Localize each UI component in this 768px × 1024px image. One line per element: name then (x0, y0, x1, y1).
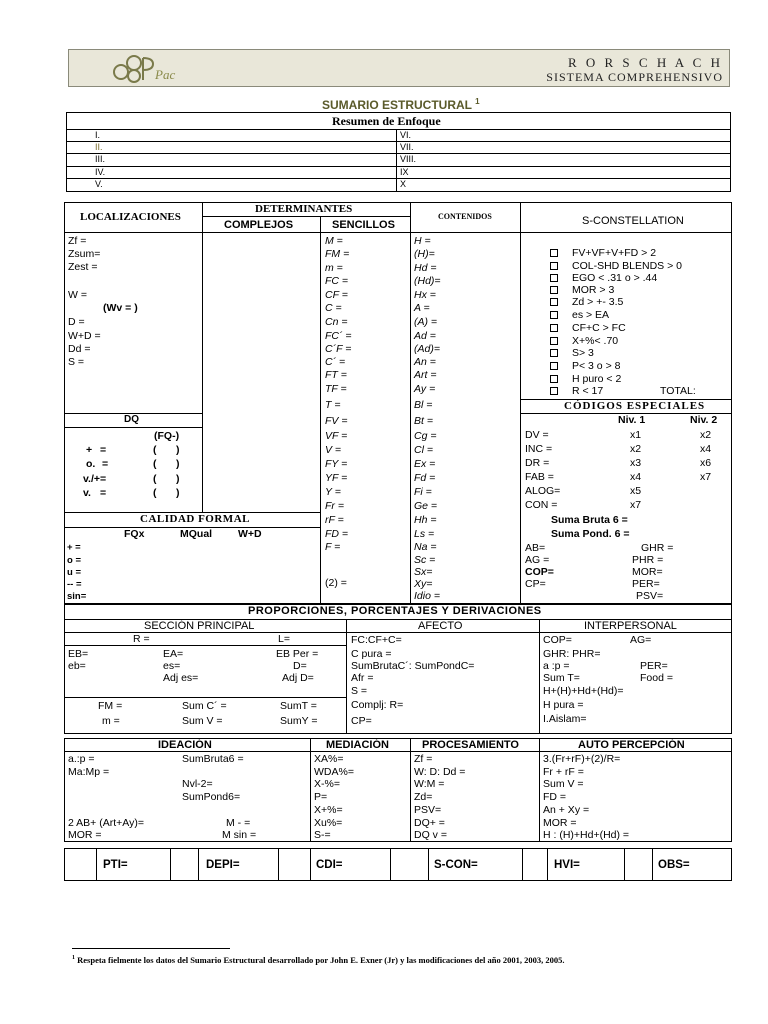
summary-title (322, 98, 480, 111)
inter-cop: COP= (543, 634, 572, 646)
principal-ebb: eb= (68, 660, 86, 672)
dq-row-close: ) (176, 487, 180, 499)
ideacion-mamp: Ma:Mp = (68, 766, 110, 778)
calidad-row: u = (67, 567, 81, 578)
codes-niv1: Niv. 1 (618, 414, 646, 426)
det-simple: CF = (325, 289, 348, 301)
ideacion-sb6: SumBruta6 = (182, 753, 244, 765)
principal-d: D= (293, 660, 307, 672)
autoperc-line: MOR = (543, 817, 577, 829)
focus-row-right: VI. (400, 130, 412, 140)
scon-checkbox[interactable] (550, 387, 558, 395)
content-item: Hx = (414, 289, 436, 301)
code-label: ALOG= (525, 485, 561, 497)
index-cdi: CDI= (316, 859, 343, 871)
principal-sumc: Sum C´ = (182, 700, 227, 712)
index-scon: S-CON= (434, 859, 478, 871)
det-simple: FC = (325, 275, 349, 287)
scon-item: FV+VF+V+FD > 2 (572, 247, 657, 259)
code-label: INC = (525, 443, 553, 455)
footnote-text: Respeta fielmente los datos del Sumario Estructural desarrollado por John E. Exner (Jr) y las modificaciones del año 2001, 2003, 2005. (77, 954, 565, 965)
focus-title: Resumen de Enfoque (332, 114, 441, 128)
index-hvi: HVI= (554, 859, 580, 871)
principal-sumt: SumT = (280, 700, 317, 712)
det-simple: VF = (325, 430, 348, 442)
code-niv2: x2 (700, 429, 712, 441)
focus-row-left: III. (95, 154, 106, 164)
content-item: Sc = (414, 554, 436, 566)
content-item: A = (414, 302, 430, 314)
content-item: Na = (414, 541, 437, 553)
scon-total: TOTAL: (660, 385, 696, 397)
index-depi: DEPI= (206, 859, 240, 871)
principal-l: L= (278, 633, 290, 645)
content-item: Cg = (414, 430, 437, 442)
principal-m: m = (102, 715, 120, 727)
afecto-header: AFECTO (418, 620, 463, 632)
scon-item: R < 17 (572, 385, 604, 397)
codes-left: AG = (525, 554, 550, 566)
mediacion-line: P= (314, 791, 328, 803)
codes-right: PER= (632, 578, 660, 590)
principal-ea: EA= (163, 648, 184, 660)
code-niv1: x1 (630, 429, 642, 441)
scon-header: S-CONSTELLATION (582, 215, 684, 227)
mediacion-line: Xu%= (314, 817, 343, 829)
det-simple: YF = (325, 472, 348, 484)
content-item: Bl = (414, 399, 433, 411)
scon-item: CF+C > FC (572, 322, 626, 334)
dq-fq: (FQ-) (154, 430, 180, 442)
codes-right: GHR = (641, 542, 674, 554)
summary-title-sup: 1 (475, 97, 480, 106)
code-label: DV = (525, 429, 549, 441)
scon-checkbox[interactable] (550, 375, 558, 383)
autoperc-header: AUTO PERCEPCIÓN (578, 739, 685, 751)
inter-hh: H+(H)+Hd+(Hd)= (543, 685, 624, 697)
content-item: (Hd)= (414, 275, 441, 287)
code-niv1: x5 (630, 485, 642, 497)
focus-row-right: X (400, 179, 407, 189)
loc-item: W+D = (68, 330, 101, 342)
ideacion-header: IDEACIÓN (158, 739, 212, 751)
det-simple: C´ = (325, 356, 346, 368)
loc-item: Zsum= (68, 248, 101, 260)
footnote (72, 955, 564, 964)
scon-checkbox[interactable] (550, 349, 558, 357)
focus-row-left: II. (95, 142, 103, 152)
principal-eb: EB= (68, 648, 89, 660)
mediacion-line: X-%= (314, 778, 340, 790)
det-simple: FC´ = (325, 330, 352, 342)
content-item: Hh = (414, 514, 437, 526)
inter-ghr: GHR: PHR= (543, 648, 601, 660)
content-item: Xy= (414, 578, 433, 590)
ideacion-nvl2: Nvl-2= (182, 778, 213, 790)
procesamiento-header: PROCESAMIENTO (422, 739, 519, 751)
content-item: Ad = (414, 330, 436, 342)
procesamiento-line: DQ+ = (414, 817, 445, 829)
index-pti: PTI= (103, 859, 128, 871)
scon-checkbox[interactable] (550, 274, 558, 282)
scon-item: S> 3 (572, 347, 594, 359)
calidad-wd: W+D (238, 528, 262, 540)
inter-sumt: Sum T= (543, 672, 580, 684)
calidad-row: -- = (67, 579, 82, 590)
procesamiento-line: W:M = (414, 778, 445, 790)
content-item: (A) = (414, 316, 438, 328)
ideacion-mminus: M - = (226, 817, 251, 829)
calidad-fqx: FQx (124, 528, 145, 540)
det-simple: rF = (325, 514, 344, 526)
autoperc-line: Fr + rF = (543, 766, 584, 778)
focus-row-right: VIII. (400, 154, 417, 164)
det-simple: FD = (325, 528, 349, 540)
scon-checkbox[interactable] (550, 262, 558, 270)
focus-row-right: IX (400, 167, 409, 177)
inter-aislam: I.Aislam= (543, 713, 587, 725)
scon-checkbox[interactable] (550, 298, 558, 306)
det-simple: (2) = (325, 577, 347, 589)
procesamiento-line: Zd= (414, 791, 433, 803)
dq-row-sign: v./+= (83, 473, 107, 485)
det-simple: C´F = (325, 343, 352, 355)
content-item: Hd = (414, 262, 437, 274)
afecto-line: Afr = (351, 672, 374, 684)
content-item: Ls = (414, 528, 435, 540)
afecto-line: FC:CF+C= (351, 634, 402, 646)
focus-row-left: IV. (95, 167, 106, 177)
props-header: PROPORCIONES, PORCENTAJES Y DERIVACIONES (248, 605, 542, 617)
afecto-line: SumBrutaC´: SumPondC= (351, 660, 475, 672)
loc-header: LOCALIZACIONES (80, 211, 181, 223)
content-item: H = (414, 235, 431, 247)
footnote-sup: 1 (72, 955, 75, 961)
procesamiento-line: PSV= (414, 804, 442, 816)
dq-row-close: ) (176, 444, 180, 456)
content-item: Bt = (414, 415, 433, 427)
det-simple: Y = (325, 486, 341, 498)
dq-row-eq: = (100, 444, 107, 456)
inter-ag: AG= (630, 634, 652, 646)
code-niv2: x6 (700, 457, 712, 469)
scon-item: MOR > 3 (572, 284, 615, 296)
code-niv2: x7 (700, 471, 712, 483)
dq-row-open: ( (153, 473, 157, 485)
bottom-sections (64, 738, 732, 842)
dq-row-open: ( (153, 487, 157, 499)
codes-left: COP= (525, 566, 554, 578)
scon-item: es > EA (572, 309, 610, 321)
header-subtitle: SISTEMA COMPREHENSIVO (546, 70, 723, 84)
dq-row-open: ( (153, 444, 157, 456)
scon-item: H puro < 2 (572, 373, 622, 385)
content-item: An = (414, 356, 436, 368)
codes-right: MOR= (632, 566, 663, 578)
header-banner (68, 49, 730, 87)
det-simple: FM = (325, 248, 350, 260)
header-title: R O R S C H A C H (567, 55, 723, 70)
inter-food: Food = (640, 672, 673, 684)
det-simple: F = (325, 541, 341, 553)
inter-ap: a :p = (543, 660, 570, 672)
principal-es: es= (163, 660, 181, 672)
det-simple: Cn = (325, 316, 348, 328)
det-simple: TF = (325, 383, 347, 395)
content-item: Fi = (414, 486, 432, 498)
afecto-line: C pura = (351, 648, 392, 660)
scon-checkbox[interactable] (550, 337, 558, 345)
content-item: (H)= (414, 248, 435, 260)
calidad-row: sin= (67, 591, 87, 602)
principal-header: SECCIÓN PRINCIPAL (144, 620, 255, 632)
code-label: CON = (525, 499, 558, 511)
loc-item: Zest = (68, 261, 98, 273)
code-label: FAB = (525, 471, 554, 483)
scon-item: EGO < .31 o > .44 (572, 272, 658, 284)
content-item: Ay = (414, 383, 436, 395)
scon-checkbox[interactable] (550, 286, 558, 294)
procesamiento-line: DQ v = (414, 829, 447, 841)
content-item: (Ad)= (414, 343, 440, 355)
principal-sumv: Sum V = (182, 715, 223, 727)
dq-row-close: ) (176, 458, 180, 470)
codes-left: CP= (525, 578, 546, 590)
suma-bruta: Suma Bruta 6 = (551, 514, 628, 526)
scon-item: X+%< .70 (572, 335, 619, 347)
mediacion-line: X+%= (314, 804, 343, 816)
codes-right: PHR = (632, 554, 664, 566)
indices-row (64, 848, 732, 881)
mediacion-line: XA%= (314, 753, 344, 765)
dq-row-open: ( (153, 458, 157, 470)
content-item: Idio = (414, 590, 440, 602)
mediacion-line: WDA%= (314, 766, 354, 778)
calidad-row: o = (67, 555, 81, 566)
autoperc-line: Sum V = (543, 778, 584, 790)
content-item: Fd = (414, 472, 436, 484)
content-item: Ge = (414, 500, 438, 512)
content-item: Ex = (414, 458, 436, 470)
focus-row-left: V. (95, 179, 103, 189)
principal-r: R = (133, 633, 150, 645)
scon-checkbox[interactable] (550, 249, 558, 257)
code-niv2: x4 (700, 443, 712, 455)
ideacion-sp6: SumPond6= (182, 791, 241, 803)
scon-item: Zd > +- 3.5 (572, 296, 624, 308)
afecto-line: CP= (351, 715, 372, 727)
content-item: Cl = (414, 444, 433, 456)
calidad-mqual: MQual (180, 528, 213, 540)
principal-fm: FM = (98, 700, 123, 712)
focus-row-right: VII. (400, 142, 414, 152)
scon-checkbox[interactable] (550, 324, 558, 332)
loc-item: Zf = (68, 235, 87, 247)
afecto-line: S = (351, 685, 368, 697)
focus-row-left: I. (95, 130, 101, 140)
mediacion-header: MEDIACIÓN (326, 739, 389, 751)
simple-header: SENCILLOS (332, 219, 395, 231)
inter-header: INTERPERSONAL (584, 620, 677, 632)
contents-header: CONTENIDOS (438, 212, 492, 221)
afecto-line: Complj: R= (351, 699, 404, 711)
code-label: DR = (525, 457, 550, 469)
ideacion-mor: MOR = (68, 829, 102, 841)
principal-ebper: EB Per = (276, 648, 319, 660)
summary-title-text: SUMARIO ESTRUCTURAL (322, 98, 472, 112)
ideacion-msin: M sin = (222, 829, 257, 841)
det-simple: m = (325, 262, 343, 274)
inter-hpura: H pura = (543, 699, 584, 711)
scon-checkbox[interactable] (550, 311, 558, 319)
index-obs: OBS= (658, 859, 690, 871)
ideacion-ap: a.:p = (68, 753, 95, 765)
procesamiento-line: W: D: Dd = (414, 766, 466, 778)
det-header: DETERMINANTES (255, 203, 353, 215)
complex-header: COMPLEJOS (224, 219, 294, 231)
autoperc-line: H : (H)+Hd+(Hd) = (543, 829, 630, 841)
code-niv1: x2 (630, 443, 642, 455)
calidad-row: + = (67, 542, 81, 553)
logo-text: Pac (155, 67, 176, 82)
codes-right: PSV= (636, 590, 664, 602)
inter-per: PER= (640, 660, 668, 672)
code-niv1: x3 (630, 457, 642, 469)
det-simple: V = (325, 444, 342, 456)
content-item: Art = (414, 369, 437, 381)
loc-item: Dd = (68, 343, 91, 355)
loc-item: (Wv = ) (103, 302, 138, 314)
det-simple: Fr = (325, 500, 344, 512)
loc-item: S = (68, 356, 85, 368)
footnote-rule (72, 948, 230, 949)
dq-row-eq: = (102, 458, 109, 470)
principal-sumy: SumY = (280, 715, 318, 727)
dq-row-eq: = (100, 487, 107, 499)
scon-checkbox[interactable] (550, 362, 558, 370)
loc-item: W = (68, 289, 87, 301)
det-simple: FT = (325, 369, 347, 381)
autoperc-line: 3.(Fr+rF)+(2)/R= (543, 753, 621, 765)
code-niv1: x4 (630, 471, 642, 483)
autoperc-line: An + Xy = (543, 804, 590, 816)
dq-row-sign: o. (86, 458, 96, 470)
det-simple: M = (325, 235, 343, 247)
dq-row-close: ) (176, 473, 180, 485)
content-item: Sx= (414, 566, 433, 578)
det-simple: FV = (325, 415, 348, 427)
loc-item: D = (68, 316, 85, 328)
suma-pond: Suma Pond. 6 = (551, 528, 630, 540)
scon-item: COL-SHD BLENDS > 0 (572, 260, 682, 272)
autoperc-line: FD = (543, 791, 567, 803)
det-simple: C = (325, 302, 342, 314)
dq-row-sign: v. (83, 487, 91, 499)
ideacion-ab: 2 AB+ (Art+Ay)= (68, 817, 144, 829)
mediacion-line: S-= (314, 829, 331, 841)
dq-header: DQ (124, 414, 139, 425)
det-simple: FY = (325, 458, 348, 470)
principal-adjd: Adj D= (282, 672, 314, 684)
calidad-header: CALIDAD FORMAL (140, 513, 250, 525)
codes-left: AB= (525, 542, 546, 554)
det-simple: T = (325, 399, 341, 411)
dq-row-sign: + (86, 444, 93, 456)
code-niv1: x7 (630, 499, 642, 511)
principal-adjes: Adj es= (163, 672, 199, 684)
scon-item: P< 3 o > 8 (572, 360, 621, 372)
codes-header: CÓDIGOS ESPECIALES (564, 400, 706, 412)
procesamiento-line: Zf = (414, 753, 433, 765)
codes-niv2: Niv. 2 (690, 414, 718, 426)
